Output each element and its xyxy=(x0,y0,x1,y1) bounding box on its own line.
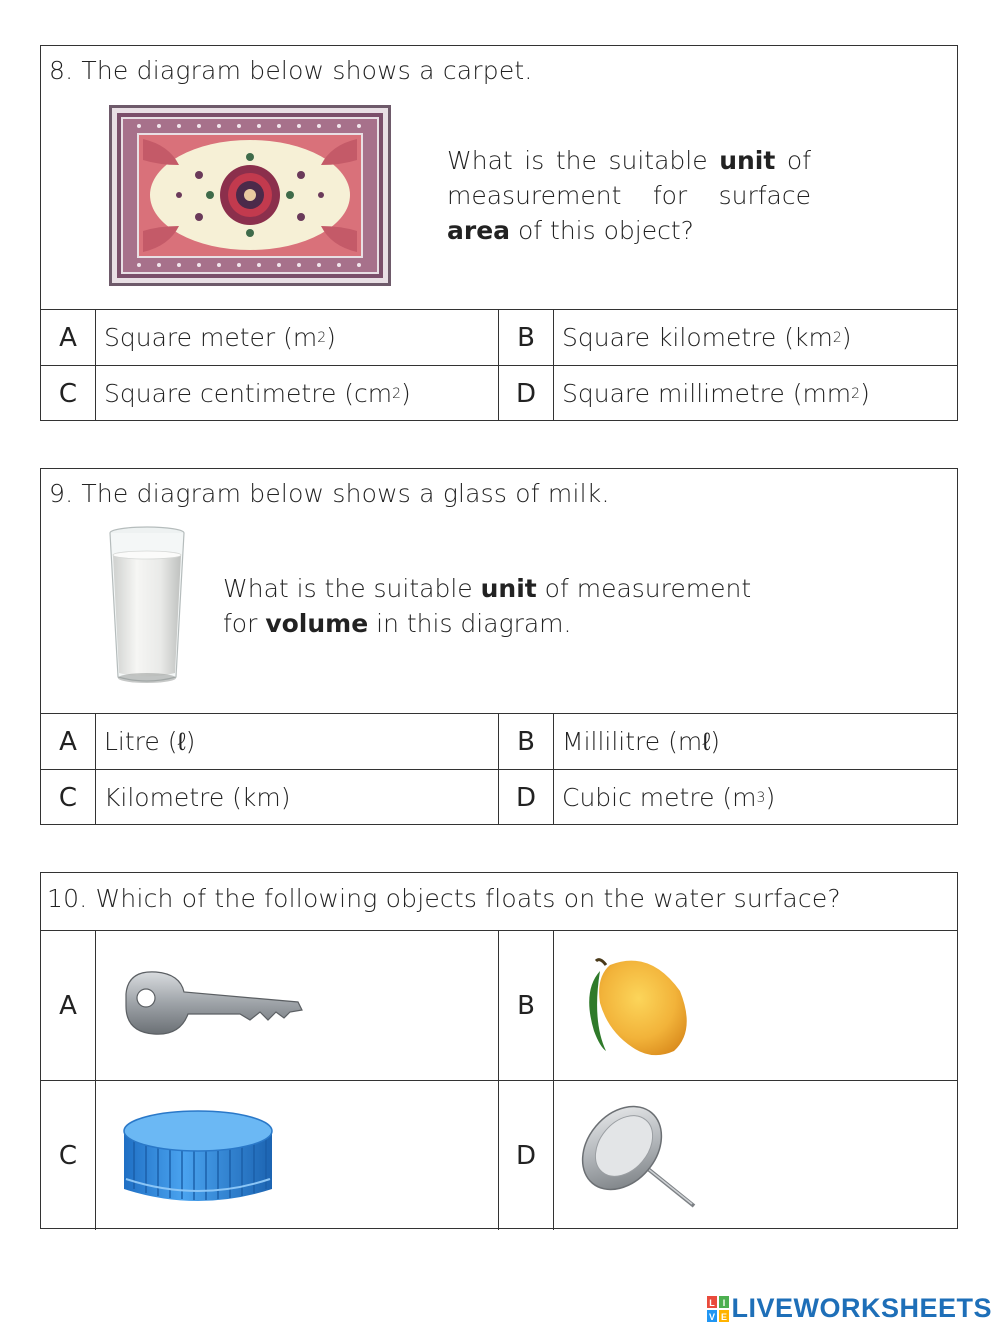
answer-row xyxy=(41,770,957,825)
answer-row xyxy=(41,366,957,421)
question-10-title: 10. Which of the following objects floats on the water surface? xyxy=(47,884,841,913)
option-a-letter: A xyxy=(41,310,96,365)
option-a-label: Litre (ℓ) xyxy=(104,726,196,756)
liveworksheets-wordmark: LIVEWORKSHEETS xyxy=(731,1293,992,1323)
option-d[interactable] xyxy=(554,366,956,421)
prompt-text: of this object? xyxy=(510,216,694,245)
option-d-label: Cubic metre (m xyxy=(562,783,757,812)
question-8-header xyxy=(41,46,957,310)
bottle-cap-image xyxy=(118,1101,278,1211)
prompt-keyword-unit: unit xyxy=(719,146,776,175)
question-8 xyxy=(40,45,958,421)
answer-row xyxy=(41,714,957,770)
option-c-label: Kilometre (km) xyxy=(104,783,291,812)
logo-letter: L xyxy=(709,1297,716,1308)
prompt-keyword-unit: unit xyxy=(480,574,537,603)
prompt-keyword-volume: volume xyxy=(265,609,369,638)
logo-letter: E xyxy=(721,1311,728,1322)
option-d-label: Square millimetre (mm xyxy=(562,379,852,408)
question-9-prompt xyxy=(223,571,783,641)
answer-row xyxy=(41,1081,957,1230)
closing-paren: ) xyxy=(765,783,776,812)
option-a[interactable] xyxy=(96,310,499,365)
option-b-letter: B xyxy=(499,931,554,1080)
option-b[interactable] xyxy=(554,714,956,769)
option-b-label: Square kilometre (km xyxy=(562,323,833,352)
milk-glass-image xyxy=(107,525,187,687)
question-9 xyxy=(40,468,958,825)
closing-paren: ) xyxy=(401,379,411,408)
key-image xyxy=(118,966,308,1046)
option-d-letter: D xyxy=(499,366,554,421)
prompt-text: of measurement for xyxy=(223,574,752,638)
carpet-image xyxy=(109,105,391,286)
question-9-header xyxy=(41,469,957,714)
option-a-letter: A xyxy=(41,931,96,1080)
liveworksheets-brand xyxy=(707,1293,992,1324)
prompt-text: in this diagram. xyxy=(368,609,572,638)
option-c[interactable] xyxy=(96,366,499,421)
option-a-letter: A xyxy=(41,714,96,769)
option-c-letter: C xyxy=(41,366,96,421)
closing-paren: ) xyxy=(326,323,336,352)
option-b[interactable] xyxy=(554,931,956,1080)
question-8-prompt xyxy=(447,143,811,248)
superscript: 2 xyxy=(392,385,402,402)
option-b[interactable] xyxy=(554,310,956,365)
option-c[interactable] xyxy=(96,770,499,825)
question-8-title: 8. The diagram below shows a carpet. xyxy=(49,56,533,85)
option-c-letter: C xyxy=(41,770,96,825)
option-c-letter: C xyxy=(41,1081,96,1230)
question-10 xyxy=(40,872,958,1229)
superscript: 2 xyxy=(851,385,861,402)
liveworksheets-logo-icon xyxy=(707,1296,729,1322)
answer-row xyxy=(41,310,957,366)
prompt-keyword-area: area xyxy=(447,216,511,245)
superscript: 3 xyxy=(756,789,766,806)
closing-paren: ) xyxy=(860,379,870,408)
superscript: 2 xyxy=(832,329,842,346)
option-d-letter: D xyxy=(499,770,554,825)
prompt-text: What is the suitable xyxy=(447,146,720,175)
answer-row xyxy=(41,931,957,1081)
logo-letter: V xyxy=(709,1311,716,1322)
option-b-letter: B xyxy=(499,310,554,365)
option-b-label: Millilitre (mℓ) xyxy=(562,726,721,756)
prompt-text: of measurement for surface xyxy=(447,146,811,210)
option-d[interactable] xyxy=(554,770,956,825)
question-10-header xyxy=(41,873,957,931)
option-d-letter: D xyxy=(499,1081,554,1230)
option-d[interactable] xyxy=(554,1081,956,1230)
closing-paren: ) xyxy=(841,323,852,352)
question-9-title: 9. The diagram below shows a glass of milk. xyxy=(49,479,610,508)
logo-letter: I xyxy=(723,1297,726,1308)
superscript: 2 xyxy=(317,329,327,346)
option-c[interactable] xyxy=(96,1081,499,1230)
option-a[interactable] xyxy=(96,931,499,1080)
prompt-text: What is the suitable xyxy=(223,574,481,603)
option-b-letter: B xyxy=(499,714,554,769)
mango-image xyxy=(570,951,700,1061)
option-a[interactable] xyxy=(96,714,499,769)
option-c-label: Square centimetre (cm xyxy=(104,379,393,408)
option-a-label: Square meter (m xyxy=(104,323,318,352)
thumbtack-image xyxy=(572,1096,702,1216)
